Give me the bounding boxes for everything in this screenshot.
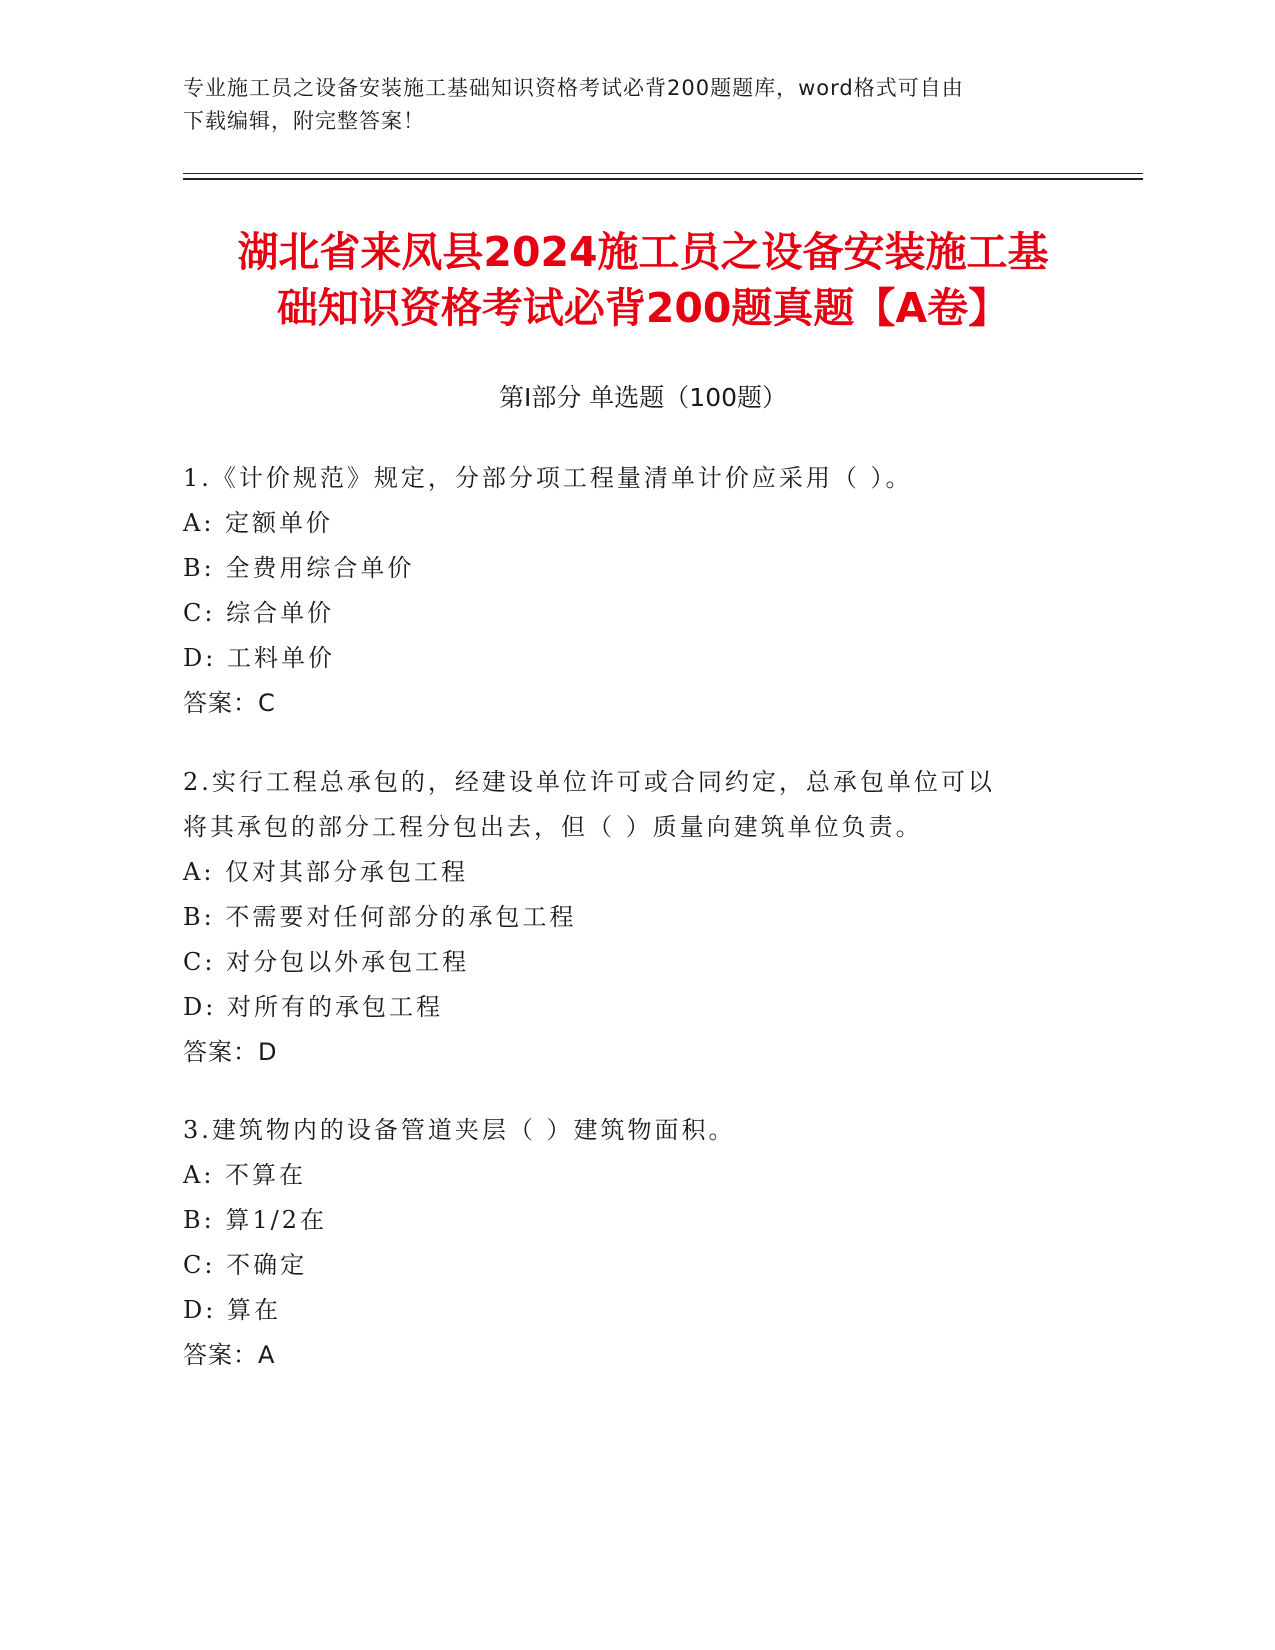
- header-rule-thin: [183, 173, 1143, 174]
- question-1: [183, 456, 1083, 726]
- question-stem-continued: 将其承包的部分工程分包出去，但（ ）质量向建筑单位负责。: [183, 813, 923, 841]
- option-a: A: 定额单价: [183, 509, 334, 537]
- option-c: C: 对分包以外承包工程: [183, 948, 470, 976]
- option-d: D: 对所有的承包工程: [183, 993, 443, 1021]
- document-title-line-2: 础知识资格考试必背200题真题【A卷】: [276, 284, 1010, 332]
- question-stem: 2.实行工程总承包的，经建设单位许可或合同约定，总承包单位可以: [183, 768, 995, 796]
- answer: 答案：D: [183, 1038, 278, 1066]
- option-b: B: 算1/2在: [183, 1206, 327, 1234]
- option-d: D: 算在: [183, 1296, 281, 1324]
- answer: 答案：A: [183, 1341, 276, 1369]
- question-2: [183, 760, 1083, 1075]
- header-note: [183, 72, 1083, 138]
- question-3: [183, 1108, 1083, 1378]
- option-d: D: 工料单价: [183, 644, 335, 672]
- header-note-line-2: 下载编辑，附完整答案！: [183, 109, 425, 133]
- header-rule-thick: [183, 178, 1143, 180]
- question-stem: 3.建筑物内的设备管道夹层（ ）建筑物面积。: [183, 1116, 736, 1144]
- option-b: B: 全费用综合单价: [183, 554, 415, 582]
- option-a: A: 仅对其部分承包工程: [183, 858, 469, 886]
- section-title: 第Ⅰ部分 单选题（100题）: [498, 383, 788, 412]
- header-note-line-1: 专业施工员之设备安装施工基础知识资格考试必背200题题库，word格式可自由: [183, 76, 964, 100]
- option-b: B: 不需要对任何部分的承包工程: [183, 903, 577, 931]
- answer: 答案：C: [183, 689, 276, 717]
- option-c: C: 综合单价: [183, 599, 335, 627]
- document-title: [183, 224, 1103, 336]
- option-a: A: 不算在: [183, 1161, 307, 1189]
- option-c: C: 不确定: [183, 1251, 308, 1279]
- question-stem: 1.《计价规范》规定，分部分项工程量清单计价应采用（ ）。: [183, 464, 913, 492]
- document-title-line-1: 湖北省来凤县2024施工员之设备安装施工基: [237, 228, 1049, 276]
